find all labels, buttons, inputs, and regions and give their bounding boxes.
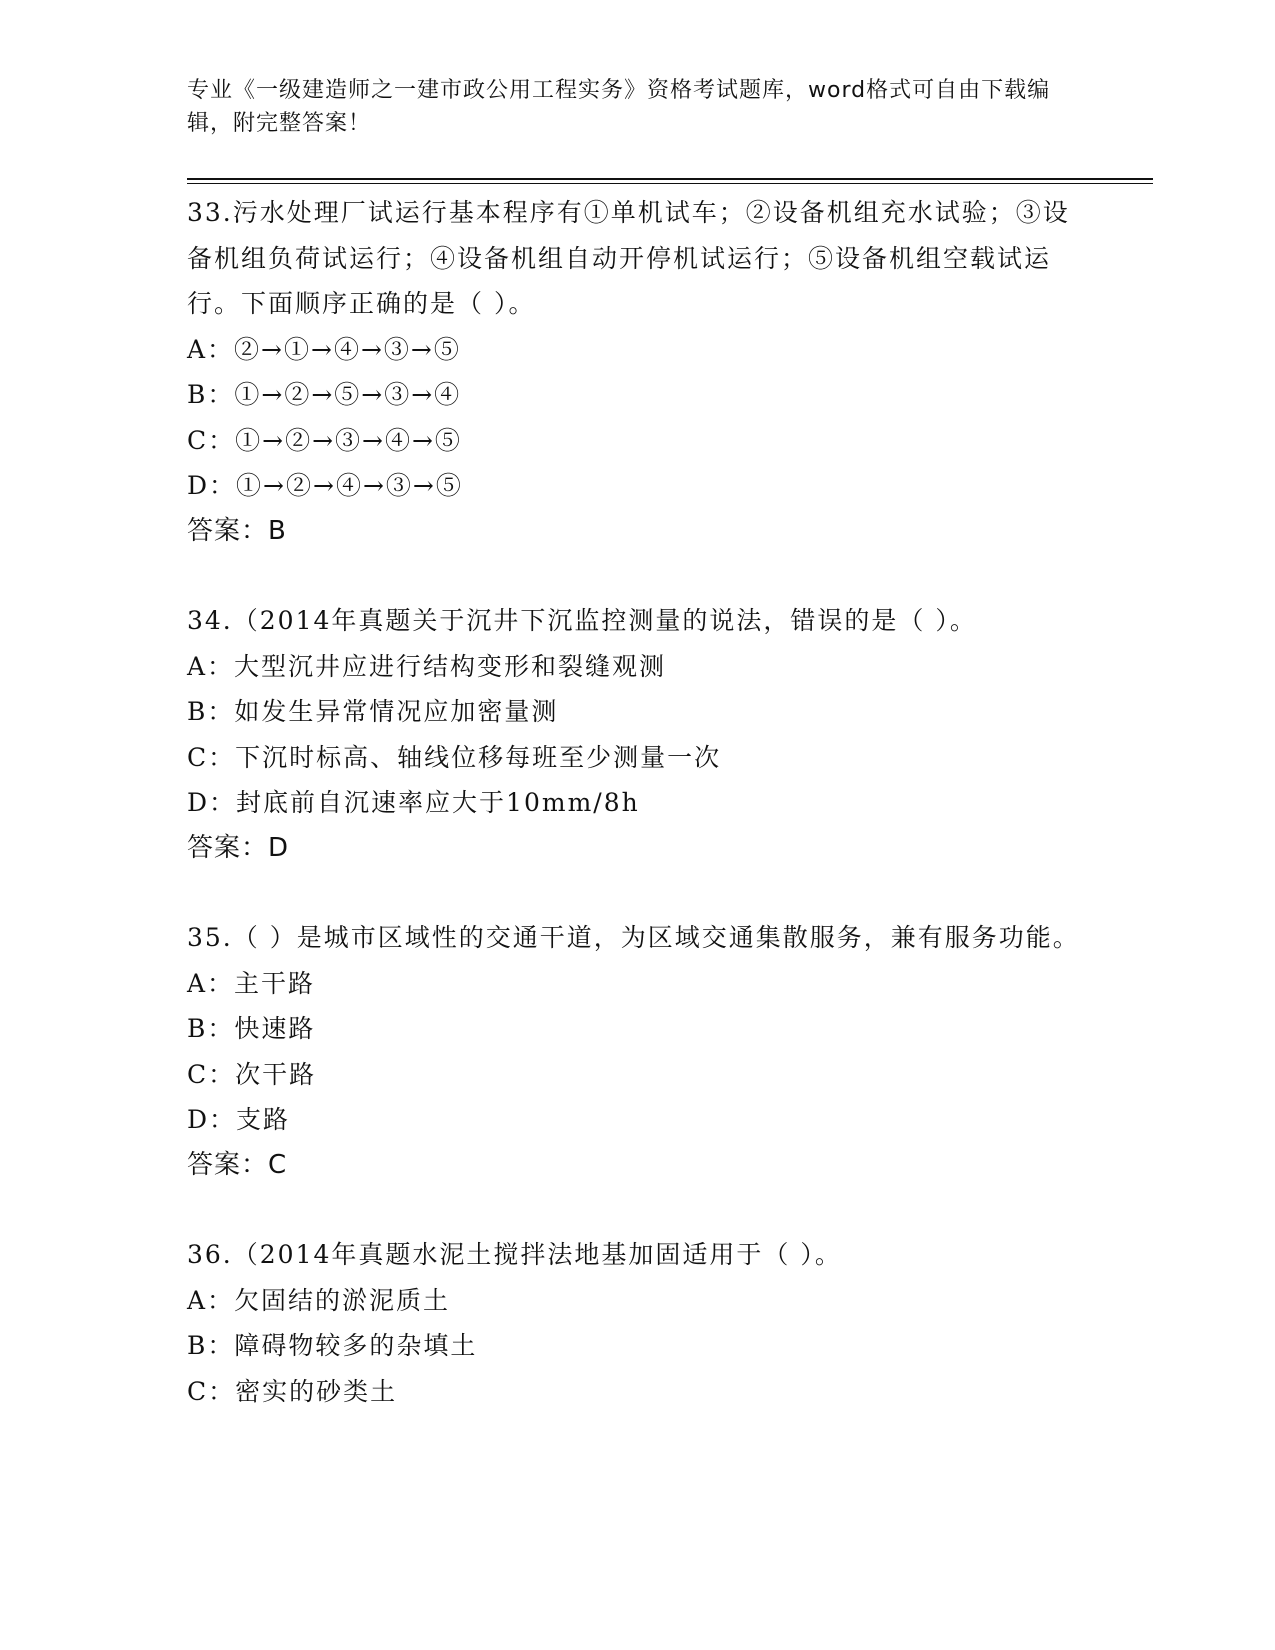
option-a: A：欠固结的淤泥质土 — [187, 1285, 451, 1315]
question-stem: 34.（2014年真题关于沉井下沉监控测量的说法，错误的是（ ）。 — [187, 606, 977, 635]
question-list — [187, 190, 1087, 1458]
answer-line: 答案：B — [187, 515, 287, 546]
option-a: A：②→①→④→③→⑤ — [187, 334, 461, 364]
option-d: D：①→②→④→③→⑤ — [187, 471, 463, 500]
document-header — [187, 74, 1067, 140]
option-d: D：封底前自沉速率应大于10mm/8h — [187, 788, 640, 817]
answer-line: 答案：C — [187, 1149, 288, 1180]
option-c: C：次干路 — [187, 1059, 317, 1089]
question-36 — [187, 1232, 1087, 1414]
question-33 — [187, 190, 1087, 554]
header-divider-thin — [187, 183, 1153, 184]
answer-line: 答案：D — [187, 832, 290, 863]
question-35 — [187, 915, 1087, 1188]
question-34 — [187, 598, 1087, 871]
option-c: C：①→②→③→④→⑤ — [187, 425, 462, 455]
header-text: 专业《一级建造师之一建市政公用工程实务》资格考试题库，word格式可自由下载编辑，附完整答案！ — [187, 78, 1051, 136]
option-a: A：大型沉井应进行结构变形和裂缝观测 — [187, 651, 667, 681]
option-c: C：密实的砂类土 — [187, 1376, 398, 1406]
option-a: A：主干路 — [187, 968, 316, 998]
option-c: C：下沉时标高、轴线位移每班至少测量一次 — [187, 742, 722, 772]
question-stem: 36.（2014年真题水泥土搅拌法地基加固适用于（ ）。 — [187, 1240, 842, 1269]
option-b: B：如发生异常情况应加密量测 — [187, 697, 559, 726]
option-b: B：快速路 — [187, 1014, 316, 1043]
question-stem: 33.污水处理厂试运行基本程序有①单机试车；②设备机组充水试验；③设备机组负荷试运行；④设备机组自动开停机试运行；⑤设备机组空载试运行。下面顺序正确的是（ ）。 — [187, 198, 1070, 318]
option-b: B：①→②→⑤→③→④ — [187, 380, 462, 409]
question-stem: 35.（ ）是城市区域性的交通干道，为区域交通集散服务，兼有服务功能。 — [187, 923, 1080, 952]
option-b: B：障碍物较多的杂填土 — [187, 1331, 478, 1360]
header-divider-thick — [187, 178, 1153, 180]
option-d: D：支路 — [187, 1105, 291, 1134]
